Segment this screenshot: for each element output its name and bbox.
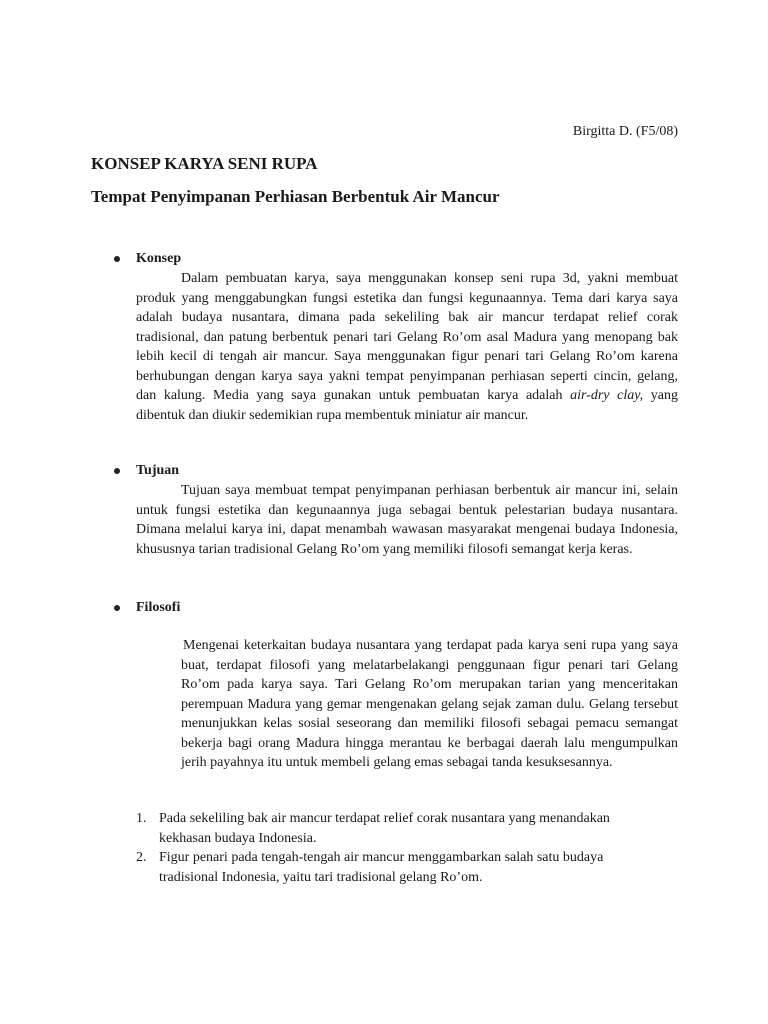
section-heading-label: Konsep xyxy=(136,251,182,266)
list-item-text: Figur penari pada tengah-tengah air mancur menggambarkan salah satu budaya tradisional Indonesia, yaitu tari tradisional gelang Ro’om. xyxy=(159,850,604,885)
list-item xyxy=(136,809,656,848)
section-tujuan xyxy=(111,461,678,559)
section-heading xyxy=(111,598,678,618)
bullet-icon xyxy=(114,468,120,474)
section-konsep xyxy=(111,249,678,425)
paragraph-italic-text: air-dry clay, xyxy=(570,388,644,403)
filosofi-paragraph: Mengenai keterkaitan budaya nusantara yang terdapat pada karya seni rupa yang saya buat, terdapat filosofi yang melatarbelakangi penggunaan figur penari tari Gelang Ro’om pada karya saya. Tari Gelang Ro’om merupakan tarian yang menceritakan perempuan Madura yang gemar mengenakan gelang sejak zaman dulu. Gelang tersebut menunjukkan kelas sosial seseorang dan memiliki filosofi sebagai pemacu semangat bekerja bagi orang Madura hingga merantau ke berbagai daerah lalu mengumpulkan jerih payahnya itu untuk membeli gelang emas sebagai tanda kesuksesannya. xyxy=(181,638,678,770)
document-title: KONSEP KARYA SENI RUPA xyxy=(91,154,318,173)
paragraph-text: Dalam pembuatan karya, saya menggunakan konsep seni rupa 3d, yakni membuat produk yang menggabungkan fungsi estetika dan fungsi kegunaannya. Tema dari karya saya adalah budaya nusantara, dimana pada sekeliling bak air mancur terdapat relief corak tradisional, dan patung berbentuk penari tari Gelang Ro’om asal Madura yang menopang bak lebih kecil di tengah air mancur. Saya menggunakan figur penari tari Gelang Ro’om karena berhubungan dengan karya saya yakni tempat penyimpanan perhiasan seperti cincin, gelang, dan kalung. Media yang saya gunakan untuk pembuatan karya adalah xyxy=(136,271,678,403)
paragraph-text-end: yang dibentuk dan diukir sedemikian rupa membentuk miniatur air mancur. xyxy=(136,388,678,423)
bullet-icon xyxy=(114,605,120,611)
section-paragraph xyxy=(136,269,678,425)
numbered-list xyxy=(136,809,656,887)
author-line: Birgitta D. (F5/08) xyxy=(572,124,678,139)
list-item xyxy=(136,848,656,887)
section-heading-label: Tujuan xyxy=(136,463,180,478)
section-paragraph: Tujuan saya membuat tempat penyimpanan perhiasan berbentuk air mancur ini, selain untuk fungsi estetika dan kegunaannya juga sebagai bentuk pelestarian budaya nusantara. Dimana melalui karya ini, dapat menambah wawasan masyarakat mengenai budaya Indonesia, khususnya tarian tradisional Gelang Ro’om yang memiliki filosofi semangat kerja keras. xyxy=(136,483,678,557)
list-item-number: 2. xyxy=(136,850,147,865)
section-heading xyxy=(111,461,678,481)
list-item-number: 1. xyxy=(136,811,147,826)
list-item-text: Pada sekeliling bak air mancur terdapat relief corak nusantara yang menandakan kekhasan budaya Indonesia. xyxy=(159,811,610,846)
bullet-icon xyxy=(114,256,120,262)
document-subtitle: Tempat Penyimpanan Perhiasan Berbentuk Air Mancur xyxy=(91,187,500,206)
section-heading-label: Filosofi xyxy=(136,600,181,615)
section-filosofi xyxy=(111,598,678,618)
section-heading xyxy=(111,249,678,269)
